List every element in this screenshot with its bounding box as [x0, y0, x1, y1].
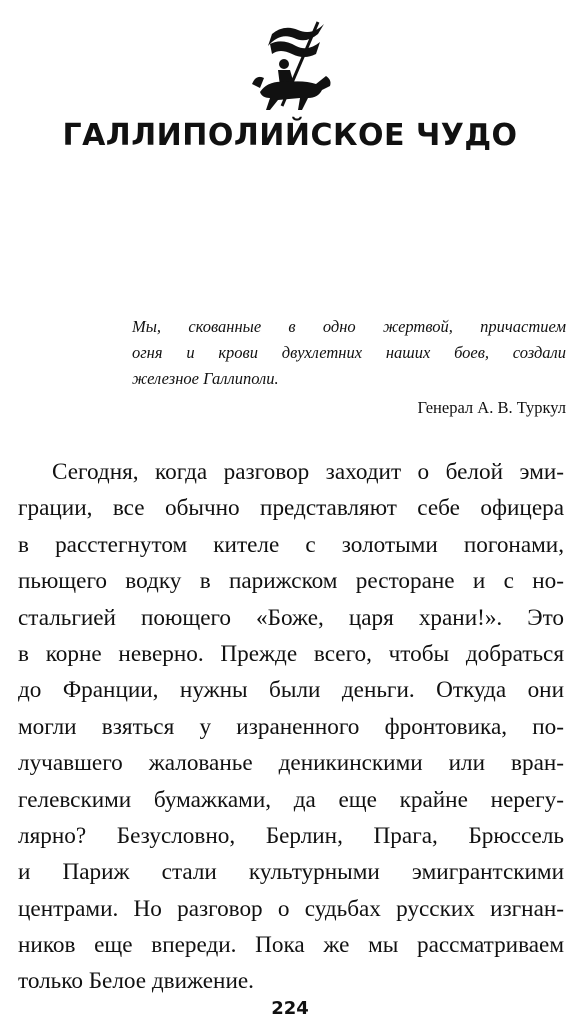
epigraph-author: Генерал А. В. Туркул: [417, 398, 566, 417]
body-line: центрами. Но разговор о судьбах русских изгнан-: [18, 895, 564, 922]
body-line: стальгией поющего «Боже, царя храни!». Это: [18, 604, 564, 631]
body-line: только Белое движение.: [18, 968, 254, 995]
epigraph: [132, 314, 566, 422]
body-line: до Франции, нужны были деньги. Откуда они: [18, 677, 564, 704]
body-line: гелевскими бумажками, да еще крайне нерегу-: [18, 786, 564, 813]
epigraph-line: железное Галлиполи.: [132, 369, 279, 388]
body-line: пьющего водку в парижском ресторане и с но-: [18, 568, 564, 595]
epigraph-line: Мы, скованные в одно жертвой, причастием: [132, 317, 566, 336]
body-line: в корне неверно. Прежде всего, чтобы добраться: [18, 640, 564, 667]
body-line: грации, все обычно представляют себе офицера: [18, 495, 564, 522]
body-line: ников еще впереди. Пока же мы рассматриваем: [18, 932, 564, 959]
horseman-with-banner-icon: [238, 14, 338, 114]
chapter-title: ГАЛЛИПОЛИЙСКОЕ ЧУДО: [62, 118, 518, 153]
body-line: и Париж стали культурными эмигрантскими: [18, 859, 564, 886]
body-line: лярно? Безусловно, Берлин, Прага, Брюссель: [18, 822, 564, 849]
body-line: могли взяться у израненного фронтовика, по-: [18, 713, 564, 740]
body-line: лучавшего жалованье деникинскими или вран-: [18, 750, 564, 777]
body-paragraph: [18, 454, 564, 1000]
page-number: 224: [271, 998, 309, 1019]
body-line: в расстегнутом кителе с золотыми погонами,: [18, 531, 564, 558]
body-line: Сегодня, когда разговор заходит о белой эми-: [52, 459, 564, 485]
epigraph-line: огня и крови двухлетних наших боев, создали: [132, 343, 566, 362]
